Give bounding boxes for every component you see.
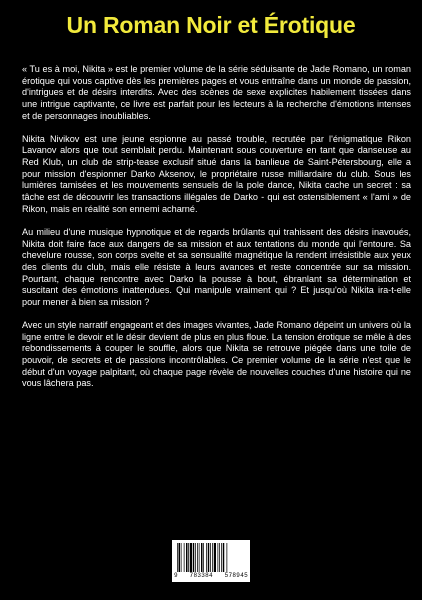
barcode-bar [201, 543, 203, 572]
barcode-bar [208, 543, 210, 572]
isbn-barcode [172, 540, 250, 582]
blurb-paragraph: « Tu es à moi, Nikita » est le premier volume de la série séduisante de Jade Romano, un roman érotique qui vous captive dès les premières pages et vous entraîne dans un monde de passion, d'intrigues et de désirs interdits. Avec des scènes de sexe explicites habilement tissées dans une intrigue captivante, ce livre est parfait pour les lecteurs à la recherche d'émotions intenses et de personnages inoubliables. [22, 64, 411, 121]
barcode-bar [188, 543, 189, 572]
barcode-bar [177, 543, 178, 572]
isbn-number [174, 572, 248, 579]
barcode-bar [203, 543, 204, 572]
barcode-bar [186, 543, 188, 572]
barcode-bar [221, 543, 222, 572]
barcode-bars [176, 543, 246, 572]
barcode-bar [179, 543, 181, 572]
isbn-digit-group: 578945 [224, 572, 248, 579]
blurb-paragraph: Avec un style narratif engageant et des images vivantes, Jade Romano dépeint un univers où la ligne entre le devoir et le désir devient de plus en plus floue. La tension érotique se mêle à des rebondissements à couper le souffle, alors que Nikita se retrouve piégée dans une toile de pouvoir, de secrets et de passions incontrôlables. Ce premier volume de la série n'est que le début d'un voyage palpitant, où chaque page révèle de nouvelles couches d'une histoire qui ne vous lâchera pas. [22, 319, 411, 389]
barcode-bar [199, 543, 200, 572]
barcode-bar [227, 543, 228, 572]
barcode-bar [219, 543, 220, 572]
blurb-paragraph: Nikita Nivikov est une jeune espionne au passé trouble, recrutée par l'énigmatique Rikon Lavanov alors que tout semblait perdu. Maintenant sous couverture en tant que danseuse au Red Klub, un club de strip-tease exclusif situé dans la banlieue de Saint-Pétersbourg, elle a pour mission d'espionner Darko Aksenov, le propriétaire russe milliardaire du club. Sous les lumières tamisées et les mouvements sensuels de la pole dance, Nikita cache un secret : sa tâche est de découvrir les transactions illégales de Darko - qui est ostensiblement « l'ami » de Rikon, mais en réalité son ennemi acharné. [22, 133, 411, 214]
barcode-bar [214, 543, 216, 572]
barcode-bar [181, 543, 182, 572]
barcode-bar [218, 543, 219, 572]
barcode-bar [197, 543, 198, 572]
cover-title: Un Roman Noir et Érotique [66, 12, 356, 38]
barcode-bar [195, 543, 196, 572]
blurb [22, 64, 411, 401]
barcode-bar [212, 543, 213, 572]
barcode-bar [210, 543, 211, 572]
isbn-digit-group: 9 [174, 572, 178, 579]
barcode-bar [206, 543, 207, 572]
barcode-bar [223, 543, 225, 572]
barcode-bar [184, 543, 185, 572]
barcode-bar [190, 543, 192, 572]
blurb-paragraph: Au milieu d'une musique hypnotique et de regards brûlants qui trahissent des désirs inavoués, Nikita doit faire face aux dangers de sa mission et aux tentations du monde qui l'entoure. Sa chevelure rousse, son corps svelte et sa sensualité magnétique la rendent irrésistible aux yeux des clients du club, mais elle résiste à leurs avances et reste concentrée sur sa mission. Pourtant, chaque rencontre avec Darko la pousse à bout, ébranlant sa détermination et suscitant des émotions inattendues. Qui manipule vraiment qui ? Et jusqu'où Nikita ira-t-elle pour mener à bien sa mission ? [22, 226, 411, 307]
barcode-bar [193, 543, 195, 572]
isbn-digit-group: 783384 [189, 572, 213, 579]
